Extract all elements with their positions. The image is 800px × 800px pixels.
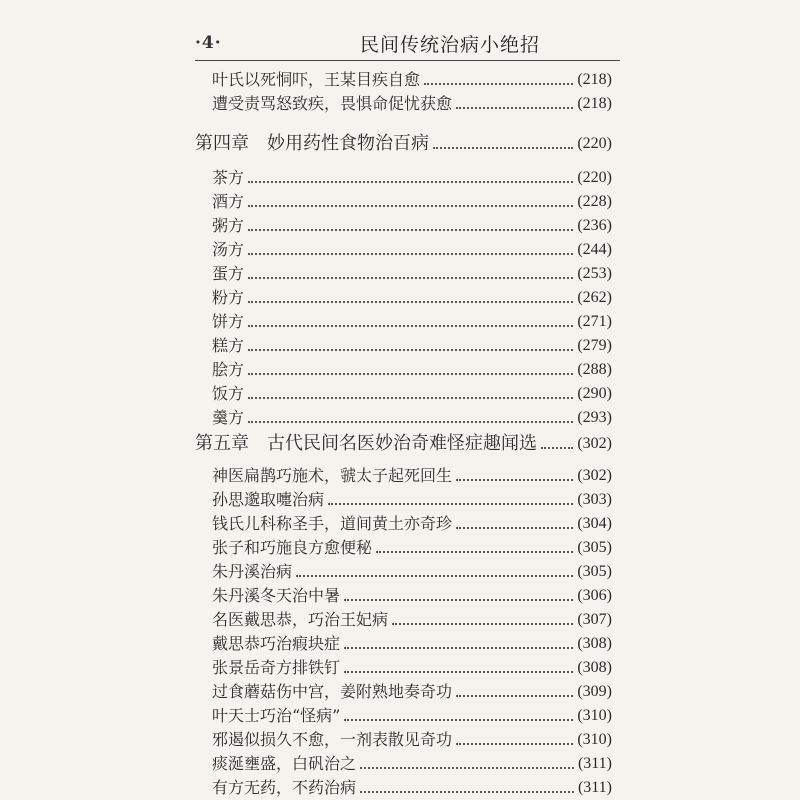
toc-entry-page: (306)	[577, 587, 612, 604]
running-title: 民间传统治病小绝招	[360, 33, 541, 56]
toc-entry-page: (290)	[577, 385, 612, 402]
toc-entry	[212, 90, 612, 114]
dot-leader	[456, 743, 573, 745]
toc-entry	[212, 606, 612, 630]
dot-leader	[328, 503, 573, 505]
toc-entry	[212, 212, 612, 236]
toc-entry-page: (228)	[577, 193, 612, 210]
toc-entry-title: 名医戴思恭，巧治王妃病	[212, 610, 389, 629]
page-header	[195, 28, 620, 58]
toc-entry-title: 遭受责骂怒致疾，畏惧命促忧获愈	[212, 94, 453, 113]
dot-leader	[376, 551, 573, 553]
toc-entry-page: (303)	[577, 491, 612, 508]
toc-entry-title: 孙思邈取嚏治病	[212, 490, 325, 509]
toc-entry-page: (253)	[577, 265, 612, 282]
toc-entry-title: 戴思恭巧治瘕块症	[212, 634, 341, 653]
toc-entry-title: 过食蘑菇伤中宫，姜附熟地奏奇功	[212, 682, 453, 701]
dot-leader	[344, 647, 573, 649]
toc-entry-title: 张子和巧施良方愈便秘	[212, 538, 373, 557]
dot-leader	[248, 421, 573, 423]
toc-entry-title: 第五章 古代民间名医妙治奇难怪症趣闻选	[195, 433, 537, 454]
dot-leader	[248, 397, 573, 399]
dot-leader	[344, 671, 573, 673]
dot-leader	[248, 253, 573, 255]
toc-entry	[212, 510, 612, 534]
toc-entry-page: (308)	[577, 659, 612, 676]
toc-entry-page: (271)	[577, 313, 612, 330]
dot-leader	[248, 349, 573, 351]
toc-entry	[212, 726, 612, 750]
toc-entry	[212, 654, 612, 678]
toc-entry	[212, 558, 612, 582]
toc-entry-page: (305)	[577, 563, 612, 580]
dot-leader	[248, 229, 573, 231]
toc-entry-page: (309)	[577, 683, 612, 700]
dot-leader	[433, 147, 573, 149]
toc-entry-title: 酒方	[212, 192, 245, 211]
toc-entry	[212, 380, 612, 404]
dot-leader	[360, 791, 574, 793]
toc-entry-title: 茶方	[212, 168, 245, 187]
toc-entry-page: (305)	[577, 539, 612, 556]
toc-entry-page: (218)	[577, 71, 612, 88]
toc-entry-title: 朱丹溪冬天治中暑	[212, 586, 341, 605]
toc-entry-page: (236)	[577, 217, 612, 234]
dot-leader	[424, 83, 573, 85]
dot-leader	[248, 301, 573, 303]
toc-entry-page: (279)	[577, 337, 612, 354]
toc-entry-title: 痰涎壅盛，白矾治之	[212, 754, 357, 773]
toc-entry-title: 脍方	[212, 360, 245, 379]
toc-entry-title: 糕方	[212, 336, 245, 355]
toc-entry-page: (304)	[577, 515, 612, 532]
dot-leader	[248, 277, 573, 279]
dot-leader	[296, 575, 573, 577]
toc-entry	[212, 164, 612, 188]
toc-entry-title: 邪遏似损久不愈，一剂表散见奇功	[212, 730, 453, 749]
toc-entry-page: (220)	[577, 169, 612, 186]
dot-leader	[248, 205, 573, 207]
toc-entry-page: (310)	[577, 707, 612, 724]
toc-entry	[212, 66, 612, 90]
toc-entry	[212, 260, 612, 284]
dot-leader	[456, 479, 573, 481]
toc-entry-title: 有方无药，不药治病	[212, 778, 357, 797]
dot-leader	[344, 719, 573, 721]
toc-entry	[212, 236, 612, 260]
toc-entry-page: (302)	[577, 435, 612, 452]
toc-entry	[212, 356, 612, 380]
toc-entry-page: (310)	[577, 731, 612, 748]
toc-entry-title: 羹方	[212, 408, 245, 427]
dot-leader	[248, 373, 573, 375]
toc-entry	[212, 774, 612, 798]
toc-entry	[212, 702, 612, 726]
dot-leader	[392, 623, 573, 625]
toc-entry	[212, 462, 612, 486]
toc-entry-title: 第四章 妙用药性食物治百病	[195, 133, 429, 154]
page-number: ·4·	[195, 33, 222, 53]
dot-leader	[456, 107, 573, 109]
toc-entry	[212, 630, 612, 654]
toc-entry	[212, 404, 612, 428]
toc-entry-title: 汤方	[212, 240, 245, 259]
toc-entry-title: 饼方	[212, 312, 245, 331]
dot-leader	[344, 599, 573, 601]
toc-entry-title: 粥方	[212, 216, 245, 235]
toc-entry-page: (262)	[577, 289, 612, 306]
toc-entry-title: 饭方	[212, 384, 245, 403]
toc-entry-page: (218)	[577, 95, 612, 112]
dot-leader	[360, 767, 574, 769]
toc-entry	[212, 188, 612, 212]
toc-entry	[212, 332, 612, 356]
dot-leader	[248, 325, 573, 327]
toc-entry-title: 粉方	[212, 288, 245, 307]
toc-entry-page: (244)	[577, 241, 612, 258]
toc-entry-page: (311)	[577, 779, 612, 796]
toc-entry-title: 钱氏儿科称圣手，道间黄土亦奇珍	[212, 514, 453, 533]
toc-entry-page: (308)	[577, 635, 612, 652]
toc-entry	[212, 582, 612, 606]
toc-entry-title: 蛋方	[212, 264, 245, 283]
toc-entry-title: 朱丹溪治病	[212, 562, 293, 581]
toc-entry	[212, 284, 612, 308]
dot-leader	[456, 527, 573, 529]
toc-entry-page: (220)	[577, 135, 612, 152]
toc-entry-page: (288)	[577, 361, 612, 378]
toc-entry-title: 叶天士巧治“怪病”	[212, 706, 341, 725]
toc-entry-title: 叶氏以死恫吓，王某目疾自愈	[212, 70, 421, 89]
toc-chapter-heading	[195, 430, 612, 454]
toc-entry	[212, 534, 612, 558]
header-rule	[195, 60, 620, 61]
toc-entry-page: (293)	[577, 409, 612, 426]
toc-chapter-heading	[195, 130, 612, 154]
toc-entry-title: 张景岳奇方排铁钉	[212, 658, 341, 677]
toc-entry-page: (311)	[577, 755, 612, 772]
toc-entry-page: (307)	[577, 611, 612, 628]
toc-entry	[212, 750, 612, 774]
dot-leader	[541, 447, 573, 449]
dot-leader	[456, 695, 573, 697]
toc-entry-page: (302)	[577, 467, 612, 484]
toc-entry-title: 神医扁鹊巧施术，虢太子起死回生	[212, 466, 453, 485]
dot-leader	[248, 181, 573, 183]
toc-entry	[212, 308, 612, 332]
toc-entry	[212, 678, 612, 702]
toc-entry	[212, 486, 612, 510]
